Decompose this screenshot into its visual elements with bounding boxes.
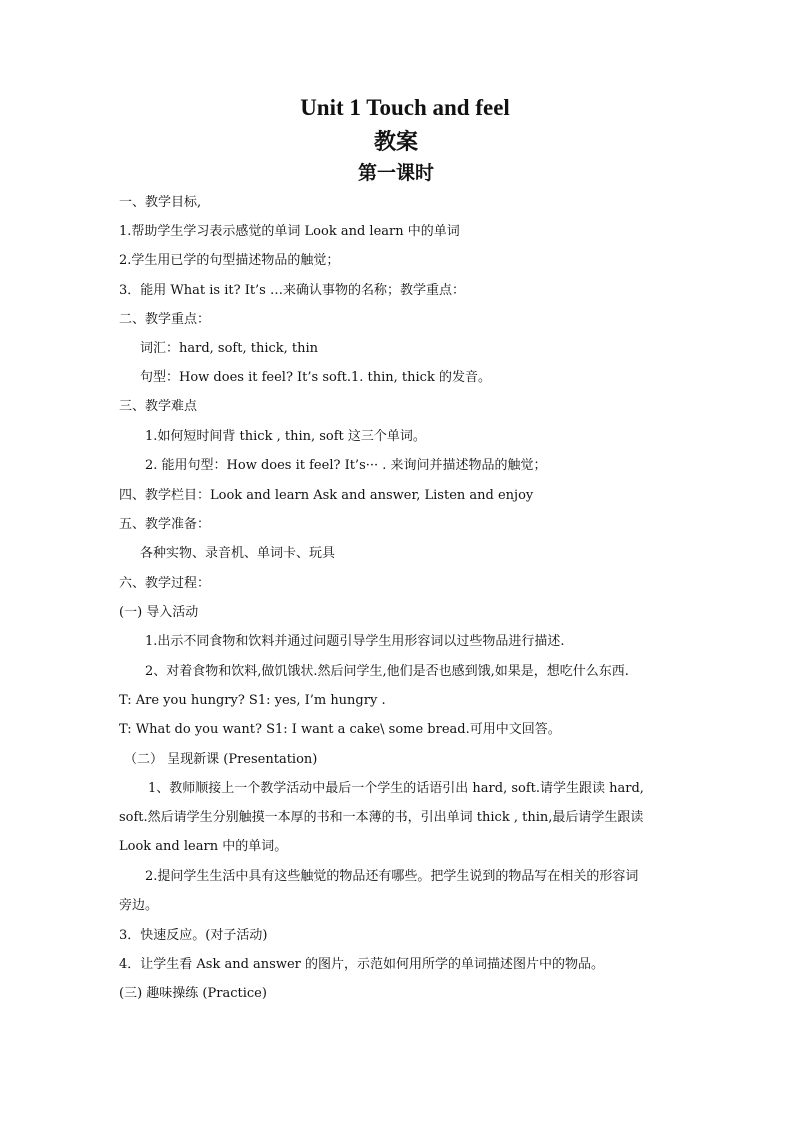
- difficulty-item: 2. 能用句型：How does it feel? It’s··· . 来询问并描述物品的触觉；: [145, 458, 547, 473]
- section-heading-process: 六、教学过程：: [119, 576, 211, 591]
- section-heading-key-points: 二、教学重点：: [119, 312, 211, 327]
- key-point-vocabulary: 词汇：hard, soft, thick, thin: [140, 341, 319, 356]
- presentation-step: 4．让学生看 Ask and answer 的图片，示范如何用所学的单词描述图片中的物品。: [119, 957, 605, 972]
- warmup-step: 1.出示不同食物和饮料并通过问题引导学生用形容词以过些物品进行描述.: [145, 634, 565, 649]
- section-heading-objectives: 一、教学目标,: [119, 195, 202, 210]
- document-title: Unit 1 Touch and feel: [300, 95, 510, 120]
- presentation-step-continued: Look and learn 中的单词。: [119, 839, 288, 854]
- lesson-heading: 第一课时: [357, 163, 434, 184]
- presentation-step: 3．快速反应。(对子活动): [119, 928, 268, 943]
- section-heading-difficulties: 三、教学难点: [119, 399, 198, 414]
- presentation-step-continued: soft.然后请学生分别触摸一本厚的书和一本薄的书，引出单词 thick , thin,最后请学生跟读: [119, 810, 644, 825]
- objective-item: 3．能用 What is it? It’s …来确认事物的名称；教学重点：: [119, 283, 465, 298]
- warmup-step: 2、对着食物和饮料,做饥饿状.然后问学生,他们是否也感到饿,如果是，想吃什么东西.: [145, 664, 629, 679]
- dialogue-line: T: Are you hungry? S1: yes, I’m hungry .: [119, 693, 386, 708]
- section-heading-preparation: 五、教学准备：: [119, 517, 211, 532]
- presentation-step: 1、教师顺接上一个教学活动中最后一个学生的话语引出 hard, soft.请学生跟读 hard,: [148, 781, 644, 796]
- document-subtitle: 教案: [373, 129, 418, 154]
- subsection-heading-practice: (三) 趣味操练 (Practice): [119, 986, 267, 1001]
- presentation-step: 2.提问学生生活中具有这些触觉的物品还有哪些。把学生说到的物品写在相关的形容词: [145, 869, 639, 884]
- objective-item: 1.帮助学生学习表示感觉的单词 Look and learn 中的单词: [119, 224, 460, 239]
- key-point-sentence: 句型：How does it feel? It’s soft.1. thin, thick 的发音。: [140, 370, 491, 385]
- preparation-item: 各种实物、录音机、单词卡、玩具: [140, 546, 336, 561]
- difficulty-item: 1.如何短时间背 thick , thin, soft 这三个单词。: [145, 429, 426, 444]
- dialogue-line: T: What do you want? S1: I want a cake\ some bread.可用中文回答。: [119, 722, 561, 737]
- objective-item: 2.学生用已学的句型描述物品的触觉；: [119, 253, 340, 268]
- subsection-heading-warmup: (一) 导入活动: [119, 605, 199, 620]
- subsection-heading-presentation: （二） 呈现新课 (Presentation): [124, 752, 318, 767]
- presentation-step-continued: 旁边。: [119, 898, 159, 913]
- section-heading-columns: 四、教学栏目：Look and learn Ask and answer, Listen and enjoy: [119, 488, 534, 503]
